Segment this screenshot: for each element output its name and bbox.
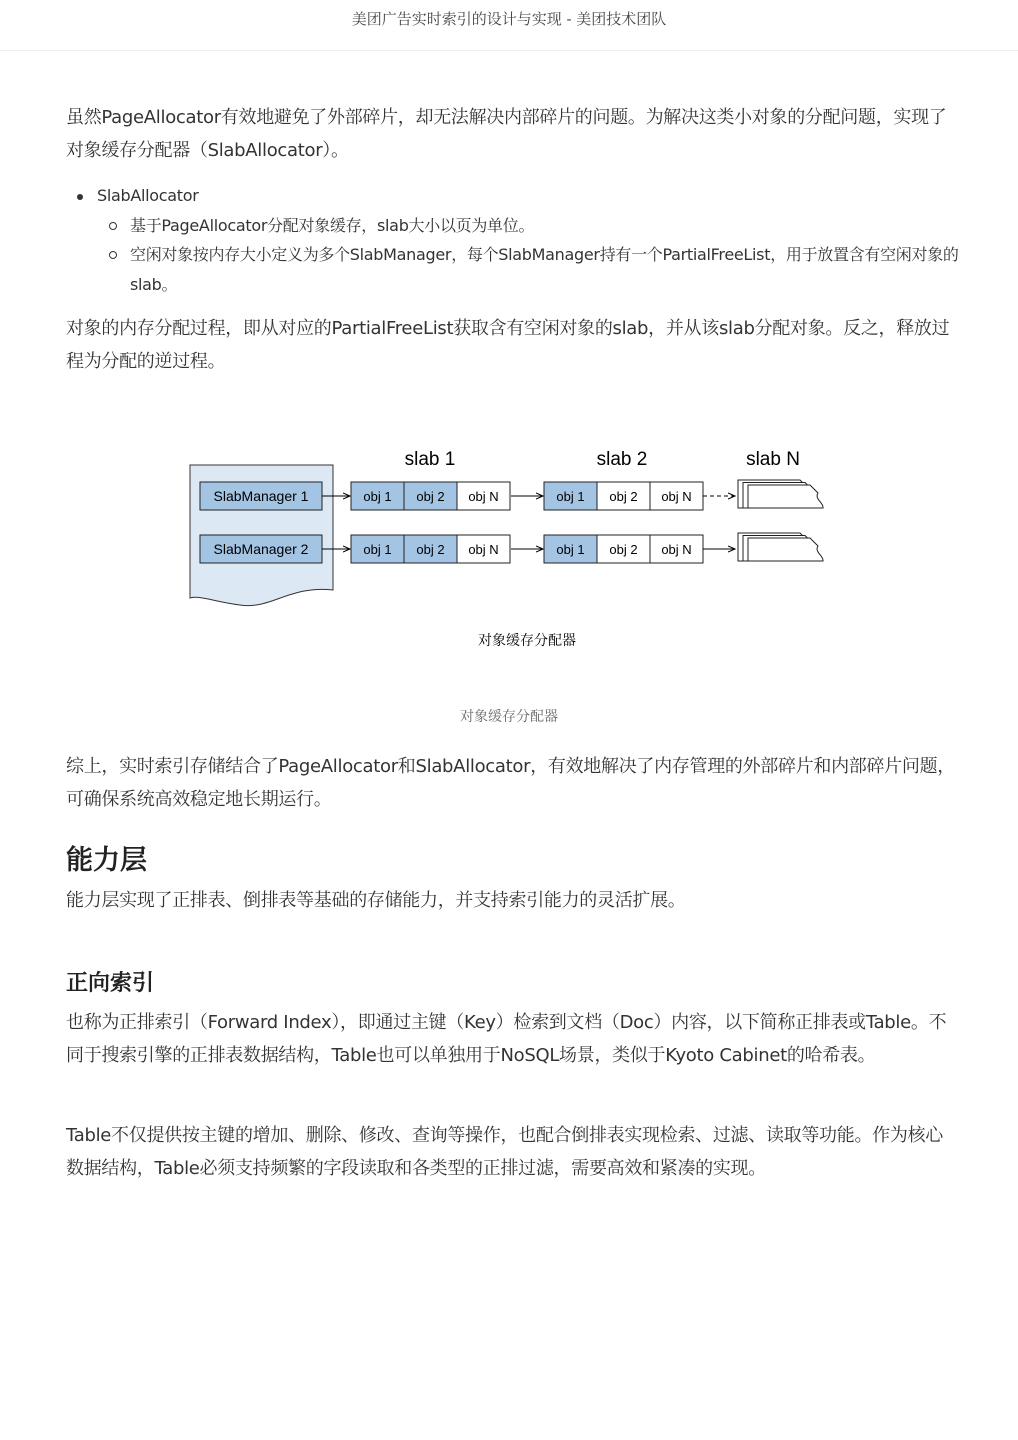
sub-list-item: 基于PageAllocator分配对象缓存，slab大小以页为单位。 (130, 216, 535, 235)
bullet-circle-icon (109, 222, 117, 230)
intro-paragraph: 虽然PageAllocator有效地避免了外部碎片，却无法解决内部碎片的问题。为解决这类小对象的分配问题，实现了对象缓存分配器（SlabAllocator）。 (66, 107, 947, 161)
svg-text:SlabManager 1: SlabManager 1 (213, 488, 309, 504)
section-heading-ability: 能力层 (66, 845, 147, 876)
svg-text:obj 2: obj 2 (609, 489, 638, 504)
svg-text:obj N: obj N (468, 489, 499, 504)
page-header: 美团广告实时索引的设计与实现 - 美团技术团队 (0, 0, 1018, 51)
slab-manager-2 (200, 535, 322, 563)
slab-pages-icon (738, 480, 823, 508)
slab-pages-icon (738, 533, 823, 561)
slab-label: slab 2 (596, 449, 648, 470)
slab-object-cell (650, 535, 703, 563)
summary-paragraph: 综上，实时索引存储结合了PageAllocator和SlabAllocator，有效地解决了内存管理的外部碎片和内部碎片问题，可确保系统高效稳定地长期运行。 (66, 756, 956, 810)
figure-caption: 对象缓存分配器 (460, 709, 558, 725)
ability-paragraph: 能力层实现了正排表、倒排表等基础的存储能力，并支持索引能力的灵活扩展。 (66, 890, 686, 911)
sub-list-item: 空闲对象按内存大小定义为多个SlabManager，每个SlabManager持有一个PartialFreeList，用于放置含有空闲对象的slab。 (130, 245, 959, 294)
slab-label: slab N (746, 449, 800, 470)
slab-label: slab 1 (404, 449, 456, 470)
slab-object-cell (404, 535, 457, 563)
svg-text:obj N: obj N (661, 489, 692, 504)
list-item: SlabAllocator (97, 186, 199, 205)
svg-text:obj 1: obj 1 (363, 542, 392, 557)
slab-object-cell (351, 535, 404, 563)
diagram-inner-caption: 对象缓存分配器 (478, 632, 576, 648)
svg-text:obj N: obj N (661, 542, 692, 557)
svg-text:obj 2: obj 2 (609, 542, 638, 557)
slab-object-cell (404, 482, 457, 510)
svg-text:SlabManager 2: SlabManager 2 (213, 541, 309, 557)
slab-object-cell (597, 482, 650, 510)
slab-manager-1 (200, 482, 322, 510)
slab-object-cell (597, 535, 650, 563)
slab-object-cell (351, 482, 404, 510)
bullet-icon (77, 194, 83, 200)
slab-object-cell (544, 535, 597, 563)
slab-allocator-diagram (0, 430, 1018, 660)
slab-object-cell (457, 535, 510, 563)
allocation-paragraph: 对象的内存分配过程，即从对应的PartialFreeList获取含有空闲对象的slab，并从该slab分配对象。反之，释放过程为分配的逆过程。 (66, 318, 950, 372)
slab-object-cell (457, 482, 510, 510)
table-paragraph: Table不仅提供按主键的增加、删除、修改、查询等操作，也配合倒排表实现检索、过滤、读取等功能。作为核心数据结构，Table必须支持频繁的字段读取和各类型的正排过滤，需要高效和紧凑的实现。 (66, 1125, 943, 1179)
svg-text:obj 2: obj 2 (416, 489, 445, 504)
svg-text:obj 1: obj 1 (556, 542, 585, 557)
bullet-circle-icon (109, 251, 117, 259)
section-heading-forward-index: 正向索引 (66, 971, 155, 996)
svg-text:obj 2: obj 2 (416, 542, 445, 557)
svg-text:obj 1: obj 1 (556, 489, 585, 504)
slab-object-cell (650, 482, 703, 510)
slab-object-cell (544, 482, 597, 510)
svg-text:obj N: obj N (468, 542, 499, 557)
svg-text:obj 1: obj 1 (363, 489, 392, 504)
forward-index-paragraph: 也称为正排索引（Forward Index），即通过主键（Key）检索到文档（Doc）内容，以下简称正排表或Table。不同于搜索引擎的正排表数据结构，Table也可以单独用于NoSQL场景，类似于Kyoto Cabinet的哈希表。 (66, 1012, 947, 1066)
